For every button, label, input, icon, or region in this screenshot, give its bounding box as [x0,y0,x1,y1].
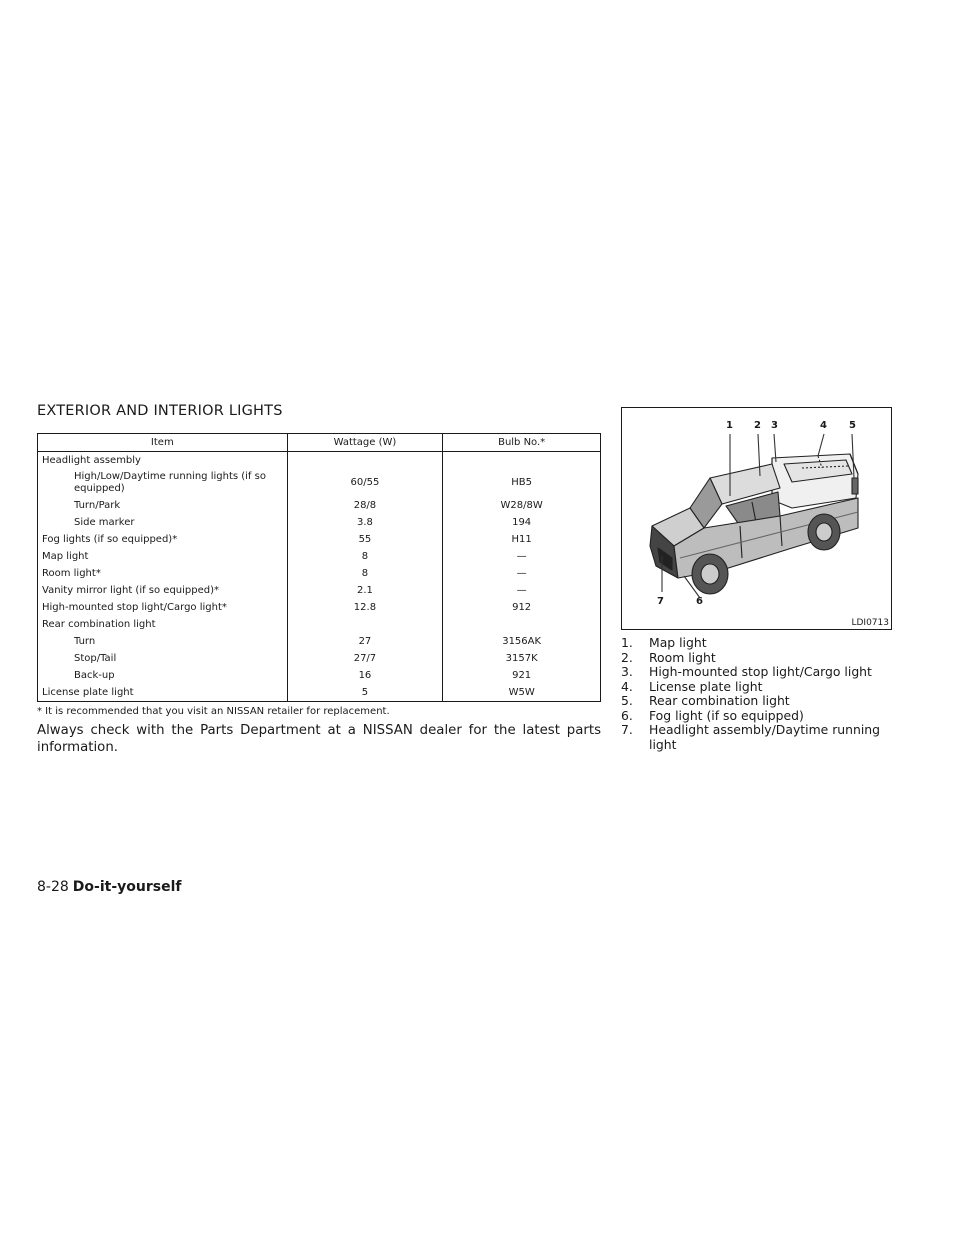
list-item [621,723,901,752]
legend-text: Map light [649,635,707,650]
row-wattage: 55 [287,531,443,548]
row-wattage: 27/7 [287,650,443,667]
legend-text: Headlight assembly/Daytime running light [649,722,881,752]
row-item: Side marker [74,516,135,528]
table-row [38,616,601,633]
row-wattage: 3.8 [287,514,443,531]
row-item: Stop/Tail [74,652,117,664]
row-item: Turn [74,635,96,647]
figure-code: LDI0713 [851,618,889,628]
row-item: Turn/Park [74,499,121,511]
table-row [38,633,601,650]
row-bulb [443,616,601,633]
legend-text: High-mounted stop light/Cargo light [649,664,872,679]
row-bulb: 194 [443,514,601,531]
list-item [621,709,901,724]
row-bulb: HB5 [443,469,601,497]
legend-number: 6. [621,707,633,723]
row-wattage: 12.8 [287,599,443,616]
truck-light-location-figure [621,407,892,630]
section-title: EXTERIOR AND INTERIOR LIGHTS [37,403,283,419]
table-row [38,514,601,531]
legend-text: Fog light (if so equipped) [649,707,804,723]
row-bulb: 3157K [443,650,601,667]
legend-text: License plate light [649,678,763,694]
callout-1: 1 [726,420,733,431]
row-wattage: 27 [287,633,443,650]
table-row [38,667,601,684]
row-wattage: 8 [287,565,443,582]
row-bulb: — [443,582,601,599]
table-row [38,452,601,470]
row-item: High-mounted stop light/Cargo light* [42,601,227,613]
row-wattage [287,616,443,633]
page-number: 8-28 [37,879,69,895]
row-item: Room light* [42,567,101,579]
column-header-bulb-no: Bulb No.* [443,434,601,452]
legend-text: Rear combination light [649,693,790,708]
row-bulb: W28/8W [443,497,601,514]
row-bulb: 3156AK [443,633,601,650]
legend-number: 4. [621,678,633,694]
table-row [38,599,601,616]
row-wattage: 16 [287,667,443,684]
row-item: Fog lights (if so equipped)* [42,533,178,545]
page-footer [37,879,181,895]
column-header-wattage: Wattage (W) [287,434,443,452]
callout-5: 5 [849,420,856,431]
table-row [38,469,601,497]
column-header-item: Item [38,434,288,452]
row-bulb: — [443,565,601,582]
legend-text: Room light [649,649,716,665]
row-item: License plate light [42,686,134,698]
legend-number: 7. [621,722,633,737]
list-item [621,694,901,709]
list-item [621,636,901,651]
callout-7: 7 [657,596,664,607]
bulb-specification-table [37,433,601,702]
table-row [38,582,601,599]
table-row [38,650,601,667]
callout-4: 4 [820,420,827,431]
legend-number: 3. [621,664,633,679]
row-item: Rear combination light [42,618,156,630]
table-row [38,684,601,702]
row-bulb: W5W [443,684,601,702]
list-item [621,651,901,666]
legend-number: 5. [621,693,633,708]
row-wattage: 28/8 [287,497,443,514]
callout-3: 3 [771,420,778,431]
table-row [38,531,601,548]
section-name: Do-it-yourself [72,879,182,895]
table-row [38,497,601,514]
callout-6: 6 [696,596,703,607]
figure-legend [621,636,901,752]
row-wattage: 2.1 [287,582,443,599]
row-bulb: H11 [443,531,601,548]
row-item: Headlight assembly [42,454,141,466]
table-header-row [38,434,601,452]
row-wattage [287,452,443,470]
table-row [38,565,601,582]
row-wattage: 8 [287,548,443,565]
pickup-truck-illustration [622,408,890,628]
list-item [621,665,901,680]
row-bulb [443,452,601,470]
row-item: Vanity mirror light (if so equipped)* [42,584,220,596]
row-bulb: 912 [443,599,601,616]
row-wattage: 5 [287,684,443,702]
parts-department-note: Always check with the Parts Department at a NISSAN dealer for the latest parts information. [37,723,601,755]
row-bulb: 921 [443,667,601,684]
callout-2: 2 [754,420,761,431]
legend-number: 2. [621,649,633,665]
list-item [621,680,901,695]
row-item: High/Low/Daytime running lights (if so equipped) [74,471,266,494]
row-item: Map light [42,550,89,562]
row-item: Back-up [74,669,115,681]
row-wattage: 60/55 [287,469,443,497]
row-bulb: — [443,548,601,565]
table-row [38,548,601,565]
legend-number: 1. [621,635,633,650]
table-footnote: * It is recommended that you visit an NISSAN retailer for replacement. [37,706,390,717]
